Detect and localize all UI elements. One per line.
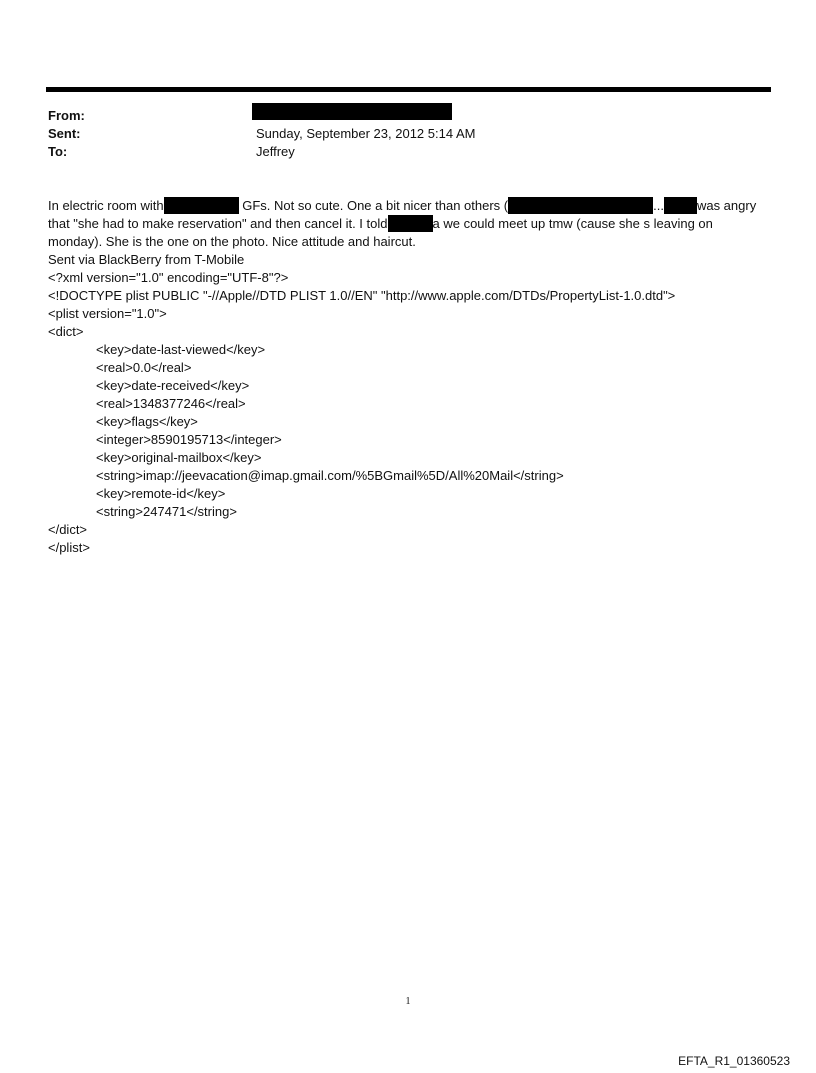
plist-line: <key>date-received</key> bbox=[96, 378, 250, 393]
body-text: In electric room with bbox=[48, 198, 164, 213]
plist-line: <real>0.0</real> bbox=[96, 360, 192, 375]
plist-line: <string>imap://jeevacation@imap.gmail.com/%5BGmail%5D/All%20Mail</string> bbox=[96, 468, 564, 483]
plist-line: <plist version="1.0"> bbox=[48, 306, 167, 321]
to-label: To: bbox=[48, 144, 68, 159]
body-text: a we could meet up tmw (cause she s leaving on bbox=[432, 216, 713, 231]
body-line-3: monday). She is the one on the photo. Nice attitude and haircut. bbox=[48, 234, 416, 249]
plist-line: <key>original-mailbox</key> bbox=[96, 450, 262, 465]
redacted-sender bbox=[252, 103, 452, 120]
plist-line: <real>1348377246</real> bbox=[96, 396, 246, 411]
body-text: ... bbox=[653, 198, 664, 213]
from-label: From: bbox=[48, 108, 85, 123]
sent-label: Sent: bbox=[48, 126, 81, 141]
plist-line: <key>date-last-viewed</key> bbox=[96, 342, 266, 357]
to-value: Jeffrey bbox=[256, 144, 295, 159]
redaction-box bbox=[164, 197, 239, 214]
plist-line: <?xml version="1.0" encoding="UTF-8"?> bbox=[48, 270, 289, 285]
body-text: GFs. Not so cute. One a bit nicer than others ( bbox=[238, 198, 509, 213]
body-text: that "she had to make reservation" and then cancel it. I told bbox=[48, 216, 388, 231]
plist-line: <integer>8590195713</integer> bbox=[96, 432, 282, 447]
body-line-1 bbox=[48, 197, 778, 215]
document-id: EFTA_R1_01360523 bbox=[678, 1054, 790, 1068]
plist-line: <string>247471</string> bbox=[96, 504, 237, 519]
plist-line: <dict> bbox=[48, 324, 84, 339]
body-text: was angry bbox=[696, 198, 757, 213]
plist-line: </dict> bbox=[48, 522, 88, 537]
header-rule bbox=[46, 87, 771, 92]
redaction-box bbox=[388, 215, 433, 232]
redaction-box bbox=[508, 197, 653, 214]
plist-line: <!DOCTYPE plist PUBLIC "-//Apple//DTD PLIST 1.0//EN" "http://www.apple.com/DTDs/PropertyList-1.0.dtd"> bbox=[48, 288, 676, 303]
plist-line: <key>remote-id</key> bbox=[96, 486, 226, 501]
email-body bbox=[48, 197, 778, 557]
plist-line: <key>flags</key> bbox=[96, 414, 198, 429]
signature-line: Sent via BlackBerry from T-Mobile bbox=[48, 252, 245, 267]
body-line-2 bbox=[48, 215, 778, 233]
page-number: 1 bbox=[405, 996, 411, 1007]
plist-line: </plist> bbox=[48, 540, 90, 555]
sent-value: Sunday, September 23, 2012 5:14 AM bbox=[256, 126, 476, 141]
redaction-box bbox=[664, 197, 697, 214]
